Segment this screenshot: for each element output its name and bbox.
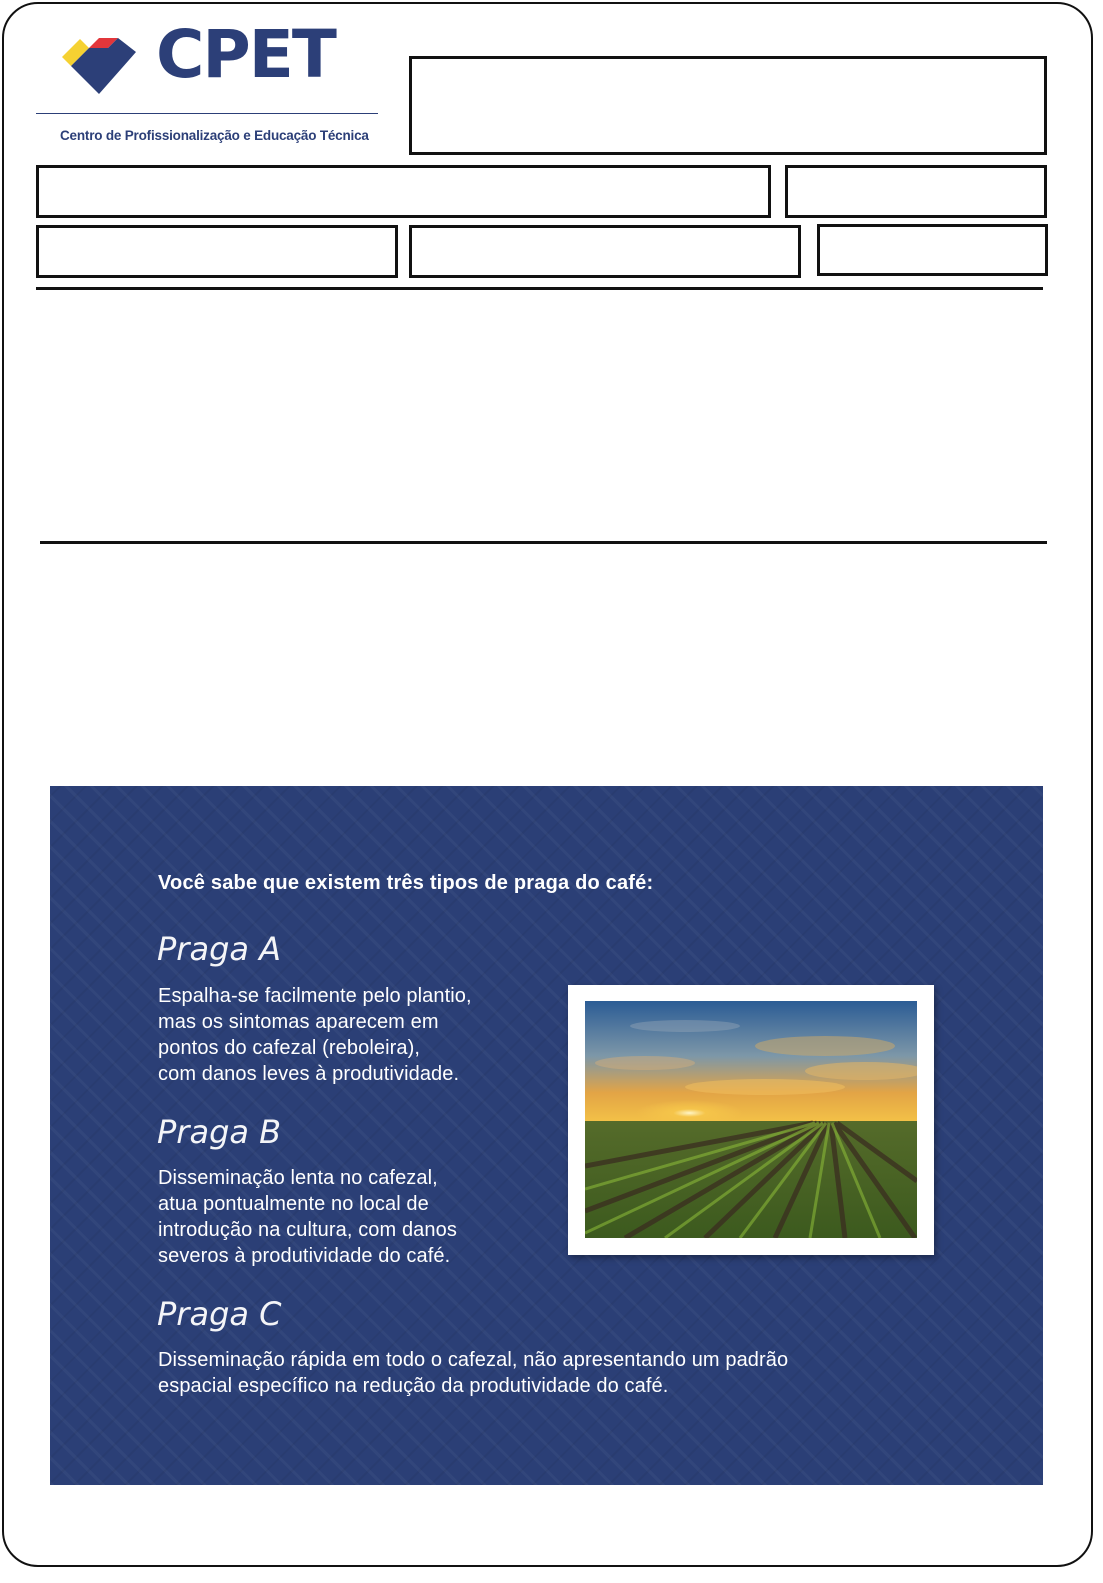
separator-middle <box>40 541 1047 544</box>
praga-a-line: pontos do cafezal (reboleira), <box>158 1037 421 1059</box>
info-panel <box>50 786 1043 1485</box>
logo-divider <box>36 113 378 114</box>
cpet-logo-icon <box>62 38 136 94</box>
praga-b-line: introdução na cultura, com danos <box>158 1219 457 1241</box>
praga-b-line: Disseminação lenta no cafezal, <box>158 1167 438 1189</box>
logo-subtitle: Centro de Profissionalização e Educação Técnica <box>60 128 369 143</box>
title-field[interactable] <box>409 56 1047 155</box>
field-sunset-photo <box>585 1001 917 1238</box>
praga-b-description <box>158 1165 457 1269</box>
panel-intro: Você sabe que existem três tipos de praga do café: <box>158 872 654 894</box>
photo-frame <box>568 985 934 1255</box>
praga-c-line: espacial específico na redução da produtividade do café. <box>158 1375 669 1397</box>
praga-c-line: Disseminação rápida em todo o cafezal, não apresentando um padrão <box>158 1349 789 1371</box>
praga-a-description <box>158 983 472 1087</box>
praga-a-line: Espalha-se facilmente pelo plantio, <box>158 985 472 1007</box>
logo-text: CPET <box>156 16 335 93</box>
praga-b-title: Praga B <box>157 1113 282 1151</box>
teacher-field[interactable] <box>409 225 801 278</box>
praga-a-line: mas os sintomas aparecem em <box>158 1011 439 1033</box>
separator-top <box>36 287 1043 290</box>
praga-b-line: severos à produtividade do café. <box>158 1245 451 1267</box>
name-field[interactable] <box>36 165 771 218</box>
praga-a-line: com danos leves à produtividade. <box>158 1063 460 1085</box>
praga-b-line: atua pontualmente no local de <box>158 1193 429 1215</box>
date-field[interactable] <box>817 224 1048 276</box>
praga-a-title: Praga A <box>157 930 282 968</box>
number-field[interactable] <box>785 165 1047 218</box>
class-field[interactable] <box>36 225 398 278</box>
praga-c-title: Praga C <box>157 1295 282 1333</box>
praga-c-description <box>158 1347 788 1399</box>
